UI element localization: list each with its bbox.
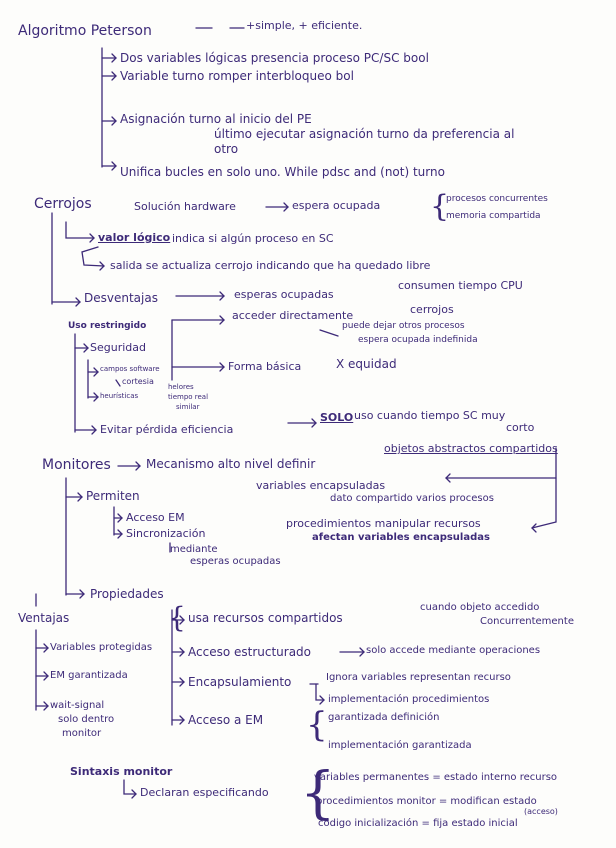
prop-p2b: solo accede mediante operaciones [366,645,541,656]
cerrojos-puede: puede dejar otros procesos [342,321,465,331]
cerrojos-similar: similar [176,403,200,411]
cerrojos-acceder: acceder directamente [232,309,354,322]
cerrojos-title: Cerrojos [34,196,92,212]
cerrojos-consumen: consumen tiempo CPU [398,279,523,292]
cerrojos-brace-b: memoria compartida [446,211,541,221]
monitores-propiedades: Propiedades [90,587,164,601]
cerrojos-evitar: Evitar pérdida eficiencia [100,423,234,436]
monitores-variables: variables encapsuladas [256,479,386,492]
cerrojos-equidad: X equidad [336,357,397,371]
ventajas-v3b: solo dentro [58,714,115,725]
sintaxis-s2b: (acceso) [524,807,558,816]
cerrojos-solucion: Solución hardware [134,200,236,213]
peterson-item-3c: otro [214,142,239,156]
brace: { [168,601,186,634]
cerrojos-desventajas: Desventajas [84,291,158,305]
monitores-mecanismo: Mecanismo alto nivel definir [146,457,316,471]
cerrojos-esperas: esperas ocupadas [234,288,334,301]
prop-p4a: garantizada definición [328,712,440,723]
monitores-dato: dato compartido varios procesos [330,493,494,504]
cerrojos-forma: Forma básica [228,360,302,373]
ventajas-title: Ventajas [18,611,70,625]
cerrojos-heuristicas: heurísticas [100,392,139,400]
cerrojos-brace-a: procesos concurrentes [446,194,548,204]
monitores-procedimientos: procedimientos manipular recursos [286,517,481,530]
cerrojos-campos: campos software [100,365,160,373]
cerrojos-cortesia: cortesia [122,377,154,386]
prop-p1: usa recursos compartidos [188,611,343,625]
cerrojos-helores: helores [168,383,194,391]
brace: { [306,705,328,745]
cerrojos-valor: valor lógico [98,231,171,244]
peterson-title: Algoritmo Peterson [18,23,152,39]
monitores-permiten: Permiten [86,489,140,503]
sintaxis-title: Sintaxis monitor [70,765,173,778]
sintaxis-s1: variables permanentes = estado interno recurso [314,772,558,783]
prop-p1b: cuando objeto accedido [420,602,540,613]
cerrojos-corto: corto [506,421,535,434]
sintaxis-s2: procedimientos monitor = modifican estado [316,796,537,807]
ventajas-v1: Variables protegidas [50,642,153,653]
peterson-summary: +simple, + eficiente. [246,19,363,32]
sintaxis-s3: código inicialización = fija estado inicial [318,818,518,829]
monitores-afectan: afectan variables encapsuladas [312,532,490,543]
cerrojos-seguridad: Seguridad [90,341,146,354]
peterson-item-3b: último ejecutar asignación turno da preferencia al [214,127,515,141]
ventajas-v3c: monitor [62,728,102,739]
cerrojos-espera-indefinida: espera ocupada indefinida [358,335,478,345]
cerrojos-espera: espera ocupada [292,199,381,212]
prop-p1c: Concurrentemente [480,616,574,627]
prop-p4: Acceso a EM [188,713,264,727]
prop-p3b: implementación procedimientos [328,694,490,705]
monitores-esperas: esperas ocupadas [190,556,281,567]
brace: { [430,189,450,224]
cerrojos-indica: indica si algún proceso en SC [172,232,334,245]
sintaxis-declaran: Declaran especificando [140,786,269,799]
prop-p3a: Ignora variables representan recurso [326,672,511,683]
prop-p3: Encapsulamiento [188,675,292,689]
peterson-item-4: Unifica bucles en solo uno. While pdsc and (not) turno [120,165,445,179]
monitores-objetos: objetos abstractos compartidos [384,442,558,455]
cerrojos-salida: salida se actualiza cerrojo indicando que ha quedado libre [110,259,431,272]
prop-p2: Acceso estructurado [188,645,312,659]
cerrojos-tiempo: tiempo real [168,393,209,401]
peterson-item-3a: Asignación turno al inicio del PE [120,112,312,126]
cerrojos-solo: SOLO [320,411,354,424]
ventajas-v2: EM garantizada [50,670,128,681]
monitores-sincronizacion: Sincronización [126,527,206,540]
monitores-acceso-em: Acceso EM [126,511,185,524]
ventajas-v3a: wait-signal [50,700,105,711]
cerrojos-cerrojos: cerrojos [410,303,454,316]
cerrojos-uso-cuando: uso cuando tiempo SC muy [354,409,506,422]
peterson-item-2: Variable turno romper interbloqueo bol [120,69,354,83]
monitores-title: Monitores [42,457,111,473]
brace: { [300,761,336,826]
prop-p4b: implementación garantizada [328,740,472,751]
cerrojos-uso: Uso restringido [68,321,147,331]
peterson-item-1: Dos variables lógicas presencia proceso PC/SC bool [120,51,429,65]
monitores-mediante: mediante [170,544,218,555]
